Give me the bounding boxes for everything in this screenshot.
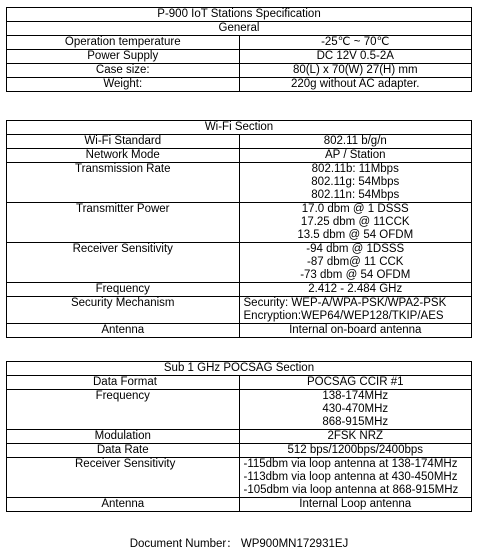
value-line: AP / Station xyxy=(324,149,386,161)
value-line: 430-470MHz xyxy=(322,403,389,415)
row-label: Frequency xyxy=(7,283,240,297)
value-line: 802.11n: 54Mbps xyxy=(311,189,400,201)
row-value xyxy=(239,64,472,78)
table-row xyxy=(7,498,472,512)
value-line: 802.11 b/g/n xyxy=(323,135,387,147)
value-line: 17.25 dbm @ 11CCK xyxy=(300,216,410,228)
row-label: Weight: xyxy=(7,78,240,92)
pocsag-spec-table xyxy=(6,361,472,512)
value-line: 138-174MHz xyxy=(322,390,389,402)
row-value xyxy=(239,430,472,444)
value-line: -113dbm via loop antenna at 430-450MHz xyxy=(243,471,458,483)
table-row xyxy=(7,163,472,203)
value-line: -87 dbm@ 11 CCK xyxy=(307,256,404,268)
row-label: Case size: xyxy=(7,64,240,78)
document-number: Document Number： WP900MN172931EJ xyxy=(129,538,349,550)
row-label: Receiver Sensitivity xyxy=(7,458,240,498)
table-row xyxy=(7,430,472,444)
value-line: Security: WEP-A/WPA-PSK/WPA2-PSK xyxy=(243,297,447,309)
table-row xyxy=(7,149,472,163)
table-row xyxy=(7,283,472,297)
wifi-section-header: Wi-Fi Section xyxy=(7,121,472,135)
row-label: Wi-Fi Standard xyxy=(7,135,240,149)
value-line: POCSAG CCIR #1 xyxy=(307,376,404,388)
value-line: 2.412 - 2.484 GHz xyxy=(308,283,403,295)
row-value xyxy=(239,376,472,390)
value-line: 2FSK NRZ xyxy=(327,430,384,442)
table-row xyxy=(7,458,472,498)
value-line: -115dbm via loop antenna at 138-174MHz xyxy=(243,458,458,470)
general-spec-table xyxy=(6,7,472,92)
row-value xyxy=(239,390,472,430)
row-label: Modulation xyxy=(7,430,240,444)
row-label: Security Mechanism xyxy=(7,297,240,324)
row-value xyxy=(239,498,472,512)
spec-title: P-900 IoT Stations Specification xyxy=(7,8,472,22)
table-row xyxy=(7,297,472,324)
table-row xyxy=(7,444,472,458)
table-row xyxy=(7,243,472,283)
row-label: Receiver Sensitivity xyxy=(7,243,240,283)
value-line: -94 dbm @ 1DSSS xyxy=(306,243,405,255)
value-line: DC 12V 0.5-2A xyxy=(316,50,394,62)
row-value xyxy=(239,203,472,243)
table-row xyxy=(7,203,472,243)
general-section-header: General xyxy=(7,22,472,36)
table-row xyxy=(7,376,472,390)
value-line: 868-915MHz xyxy=(322,416,389,428)
row-value xyxy=(239,297,472,324)
value-line: 13.5 dbm @ 54 OFDM xyxy=(297,229,414,241)
row-label: Transmission Rate xyxy=(7,163,240,203)
row-value xyxy=(239,78,472,92)
value-line: -105dbm via loop antenna at 868-915MHz xyxy=(243,484,459,496)
value-line: 802.11g: 54Mbps xyxy=(311,176,400,188)
table-row xyxy=(7,36,472,50)
value-line: 220g without AC adapter. xyxy=(290,78,420,90)
value-line: Internal on-board antenna xyxy=(289,324,422,336)
value-line: 802.11b: 11Mbps xyxy=(311,163,399,175)
value-line: 512 bps/1200bps/2400bps xyxy=(287,444,424,456)
row-label: Power Supply xyxy=(7,50,240,64)
value-line: 17.0 dbm @ 1 DSSS xyxy=(301,203,409,215)
row-value xyxy=(239,324,472,338)
row-value xyxy=(239,149,472,163)
row-label: Operation temperature xyxy=(7,36,240,50)
row-label: Transmitter Power xyxy=(7,203,240,243)
row-label: Data Rate xyxy=(7,444,240,458)
table-row xyxy=(7,78,472,92)
value-line: Encryption:WEP64/WEP128/TKIP/AES xyxy=(243,310,444,322)
row-label: Frequency xyxy=(7,390,240,430)
value-line: -73 dbm @ 54 OFDM xyxy=(300,269,411,281)
table-row xyxy=(7,50,472,64)
row-value xyxy=(239,36,472,50)
row-label: Antenna xyxy=(7,498,240,512)
row-value xyxy=(239,458,472,498)
row-value xyxy=(239,163,472,203)
wifi-spec-table xyxy=(6,120,472,338)
table-row xyxy=(7,390,472,430)
row-value xyxy=(239,135,472,149)
row-label: Antenna xyxy=(7,324,240,338)
row-label: Data Format xyxy=(7,376,240,390)
value-line: -25℃ ~ 70℃ xyxy=(321,36,390,48)
value-line: Internal Loop antenna xyxy=(299,498,412,510)
row-label: Network Mode xyxy=(7,149,240,163)
table-row xyxy=(7,324,472,338)
row-value xyxy=(239,283,472,297)
row-value xyxy=(239,243,472,283)
value-line: 80(L) x 70(W) 27(H) mm xyxy=(292,64,418,76)
row-value xyxy=(239,50,472,64)
row-value xyxy=(239,444,472,458)
pocsag-section-header: Sub 1 GHz POCSAG Section xyxy=(7,362,472,376)
table-row xyxy=(7,135,472,149)
table-row xyxy=(7,64,472,78)
